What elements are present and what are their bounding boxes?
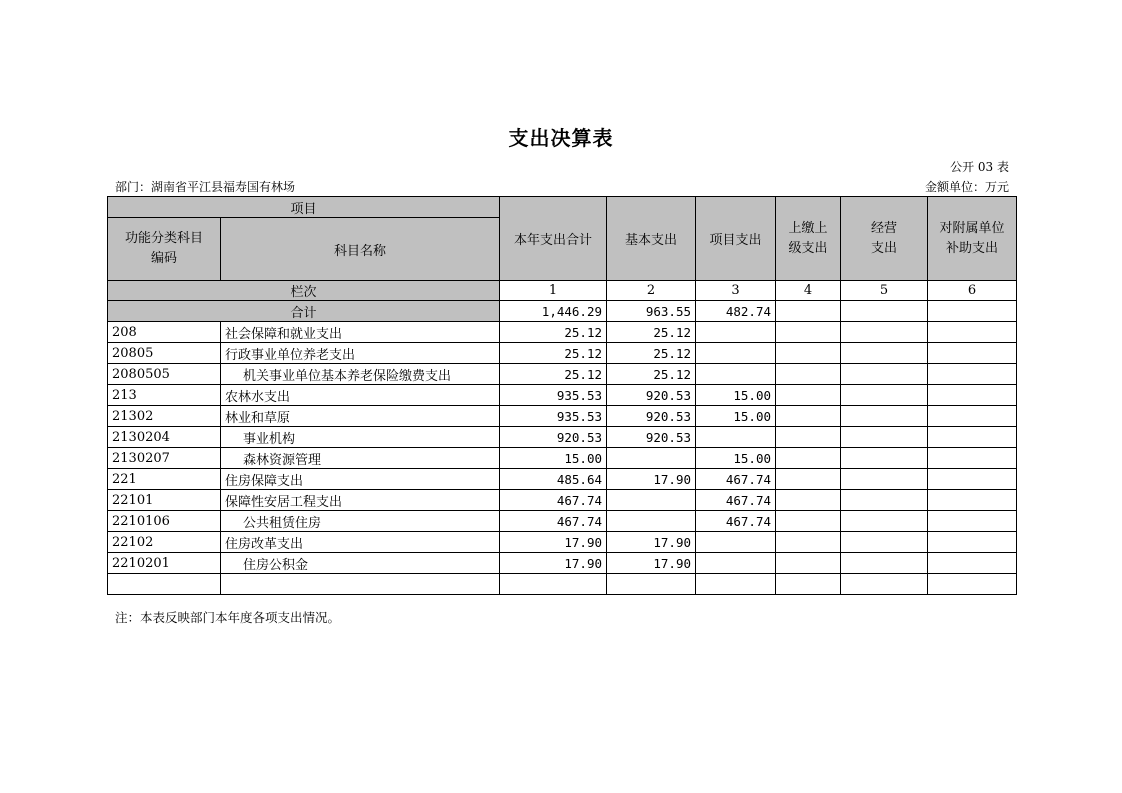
cell-basic [607, 490, 696, 511]
cell-subsidy [928, 574, 1017, 595]
header-func-code-line2: 编码 [150, 251, 177, 266]
cell-total: 17.90 [500, 553, 607, 574]
header-business-line1: 经营 [871, 220, 898, 236]
header-total: 本年支出合计 [500, 197, 607, 281]
cell-upper [776, 553, 841, 574]
cell-total: 25.12 [500, 343, 607, 364]
cell-subsidy [928, 427, 1017, 448]
cell-subsidy [928, 469, 1017, 490]
cell-basic [607, 574, 696, 595]
table-row [108, 322, 1017, 343]
cell-subsidy [928, 385, 1017, 406]
cell-business [841, 385, 928, 406]
sum-label: 合计 [108, 301, 500, 322]
cell-func-code: 22102 [108, 532, 221, 553]
col-index: 3 [696, 281, 776, 301]
table-row [108, 574, 1017, 595]
cell-func-code: 20805 [108, 343, 221, 364]
cell-subject-name: 社会保障和就业支出 [221, 322, 500, 343]
col-index: 1 [500, 281, 607, 301]
total-subsidy [928, 301, 1017, 322]
cell-project [696, 553, 776, 574]
cell-upper [776, 406, 841, 427]
cell-total: 485.64 [500, 469, 607, 490]
expenditure-table [107, 196, 1017, 595]
header-func-code-line1: 功能分类科目 [124, 231, 203, 246]
col-index: 6 [928, 281, 1017, 301]
total-upper [776, 301, 841, 322]
col-index: 4 [776, 281, 841, 301]
cell-business [841, 343, 928, 364]
cell-total: 15.00 [500, 448, 607, 469]
cell-subsidy [928, 406, 1017, 427]
header-upper [776, 197, 841, 281]
cell-business [841, 553, 928, 574]
cell-basic [607, 511, 696, 532]
cell-subsidy [928, 364, 1017, 385]
cell-basic: 920.53 [607, 385, 696, 406]
cell-project [696, 322, 776, 343]
cell-business [841, 490, 928, 511]
header-subsidy [928, 197, 1017, 281]
cell-total: 25.12 [500, 364, 607, 385]
department-label: 部门：湖南省平江县福寿国有林场 [115, 180, 296, 194]
cell-business [841, 322, 928, 343]
table-row [108, 532, 1017, 553]
cell-subject-name: 农林水支出 [221, 385, 500, 406]
table-row [108, 343, 1017, 364]
cell-basic: 25.12 [607, 322, 696, 343]
cell-total: 17.90 [500, 532, 607, 553]
cell-subject-name: 保障性安居工程支出 [221, 490, 500, 511]
cell-basic: 17.90 [607, 532, 696, 553]
total-business [841, 301, 928, 322]
cell-upper [776, 364, 841, 385]
total-amount: 1,446.29 [500, 301, 607, 322]
table-row [108, 490, 1017, 511]
cell-project [696, 364, 776, 385]
table-row [108, 469, 1017, 490]
cell-subject-name: 住房改革支出 [221, 532, 500, 553]
cell-subsidy [928, 448, 1017, 469]
cell-project [696, 427, 776, 448]
cell-basic: 920.53 [607, 427, 696, 448]
cell-total: 920.53 [500, 427, 607, 448]
cell-project [696, 343, 776, 364]
cell-upper [776, 448, 841, 469]
cell-upper [776, 343, 841, 364]
totals-row [108, 301, 1017, 322]
page-title: 支出决算表 [508, 126, 614, 150]
header-project: 项目支出 [696, 197, 776, 281]
cell-project: 467.74 [696, 511, 776, 532]
cell-business [841, 532, 928, 553]
cell-basic: 25.12 [607, 343, 696, 364]
cell-upper [776, 574, 841, 595]
cell-func-code: 21302 [108, 406, 221, 427]
cell-total: 25.12 [500, 322, 607, 343]
cell-subject-name: 行政事业单位养老支出 [221, 343, 500, 364]
cell-total: 935.53 [500, 385, 607, 406]
total-project: 482.74 [696, 301, 776, 322]
cell-business [841, 427, 928, 448]
header-item: 项目 [108, 197, 500, 218]
header-basic: 基本支出 [607, 197, 696, 281]
header-subsidy-line1: 对附属单位 [939, 220, 1005, 236]
cell-business [841, 448, 928, 469]
cell-func-code: 208 [108, 322, 221, 343]
cell-func-code [108, 574, 221, 595]
cell-subject-name: 公共租赁住房 [221, 511, 500, 532]
row-index-label: 栏次 [108, 281, 500, 301]
footnote: 注：本表反映部门本年度各项支出情况。 [115, 610, 341, 625]
cell-subsidy [928, 532, 1017, 553]
cell-basic [607, 448, 696, 469]
header-subsidy-line2: 补助支出 [946, 240, 999, 256]
cell-subject-name: 住房保障支出 [221, 469, 500, 490]
cell-total: 467.74 [500, 511, 607, 532]
cell-upper [776, 385, 841, 406]
cell-func-code: 2080505 [108, 364, 221, 385]
cell-business [841, 364, 928, 385]
cell-subject-name: 住房公积金 [221, 553, 500, 574]
table-row [108, 511, 1017, 532]
cell-project: 467.74 [696, 490, 776, 511]
cell-basic: 17.90 [607, 469, 696, 490]
header-business [841, 197, 928, 281]
cell-subject-name: 机关事业单位基本养老保险缴费支出 [221, 364, 500, 385]
cell-subsidy [928, 511, 1017, 532]
document-code: 公开 03 表 [950, 160, 1009, 174]
cell-func-code: 2130207 [108, 448, 221, 469]
cell-business [841, 511, 928, 532]
cell-subsidy [928, 322, 1017, 343]
cell-subject-name: 林业和草原 [221, 406, 500, 427]
cell-business [841, 406, 928, 427]
cell-upper [776, 532, 841, 553]
cell-func-code: 2210106 [108, 511, 221, 532]
col-index: 2 [607, 281, 696, 301]
header-subject-name: 科目名称 [221, 218, 500, 281]
cell-subject-name: 事业机构 [221, 427, 500, 448]
cell-basic: 17.90 [607, 553, 696, 574]
cell-total: 935.53 [500, 406, 607, 427]
table-row [108, 364, 1017, 385]
cell-upper [776, 322, 841, 343]
cell-upper [776, 511, 841, 532]
cell-subject-name [221, 574, 500, 595]
cell-project: 15.00 [696, 448, 776, 469]
cell-project: 15.00 [696, 406, 776, 427]
cell-upper [776, 469, 841, 490]
cell-basic: 25.12 [607, 364, 696, 385]
cell-upper [776, 427, 841, 448]
cell-project: 467.74 [696, 469, 776, 490]
col-index: 5 [841, 281, 928, 301]
total-basic: 963.55 [607, 301, 696, 322]
cell-subject-name: 森林资源管理 [221, 448, 500, 469]
cell-project: 15.00 [696, 385, 776, 406]
header-business-line2: 支出 [871, 240, 898, 256]
cell-project [696, 532, 776, 553]
amount-unit-label: 金额单位：万元 [924, 180, 1009, 194]
cell-func-code: 221 [108, 469, 221, 490]
header-upper-line1: 上缴上 [788, 220, 828, 236]
cell-upper [776, 490, 841, 511]
cell-basic: 920.53 [607, 406, 696, 427]
cell-func-code: 2130204 [108, 427, 221, 448]
table-row [108, 385, 1017, 406]
cell-project [696, 574, 776, 595]
cell-func-code: 213 [108, 385, 221, 406]
table-row [108, 448, 1017, 469]
header-func-code [108, 218, 221, 281]
cell-business [841, 574, 928, 595]
cell-subsidy [928, 553, 1017, 574]
table-row [108, 406, 1017, 427]
cell-total [500, 574, 607, 595]
cell-total: 467.74 [500, 490, 607, 511]
cell-func-code: 22101 [108, 490, 221, 511]
header-upper-line2: 级支出 [788, 240, 828, 256]
cell-func-code: 2210201 [108, 553, 221, 574]
table-row [108, 553, 1017, 574]
cell-subsidy [928, 343, 1017, 364]
table-row [108, 427, 1017, 448]
cell-business [841, 469, 928, 490]
cell-subsidy [928, 490, 1017, 511]
